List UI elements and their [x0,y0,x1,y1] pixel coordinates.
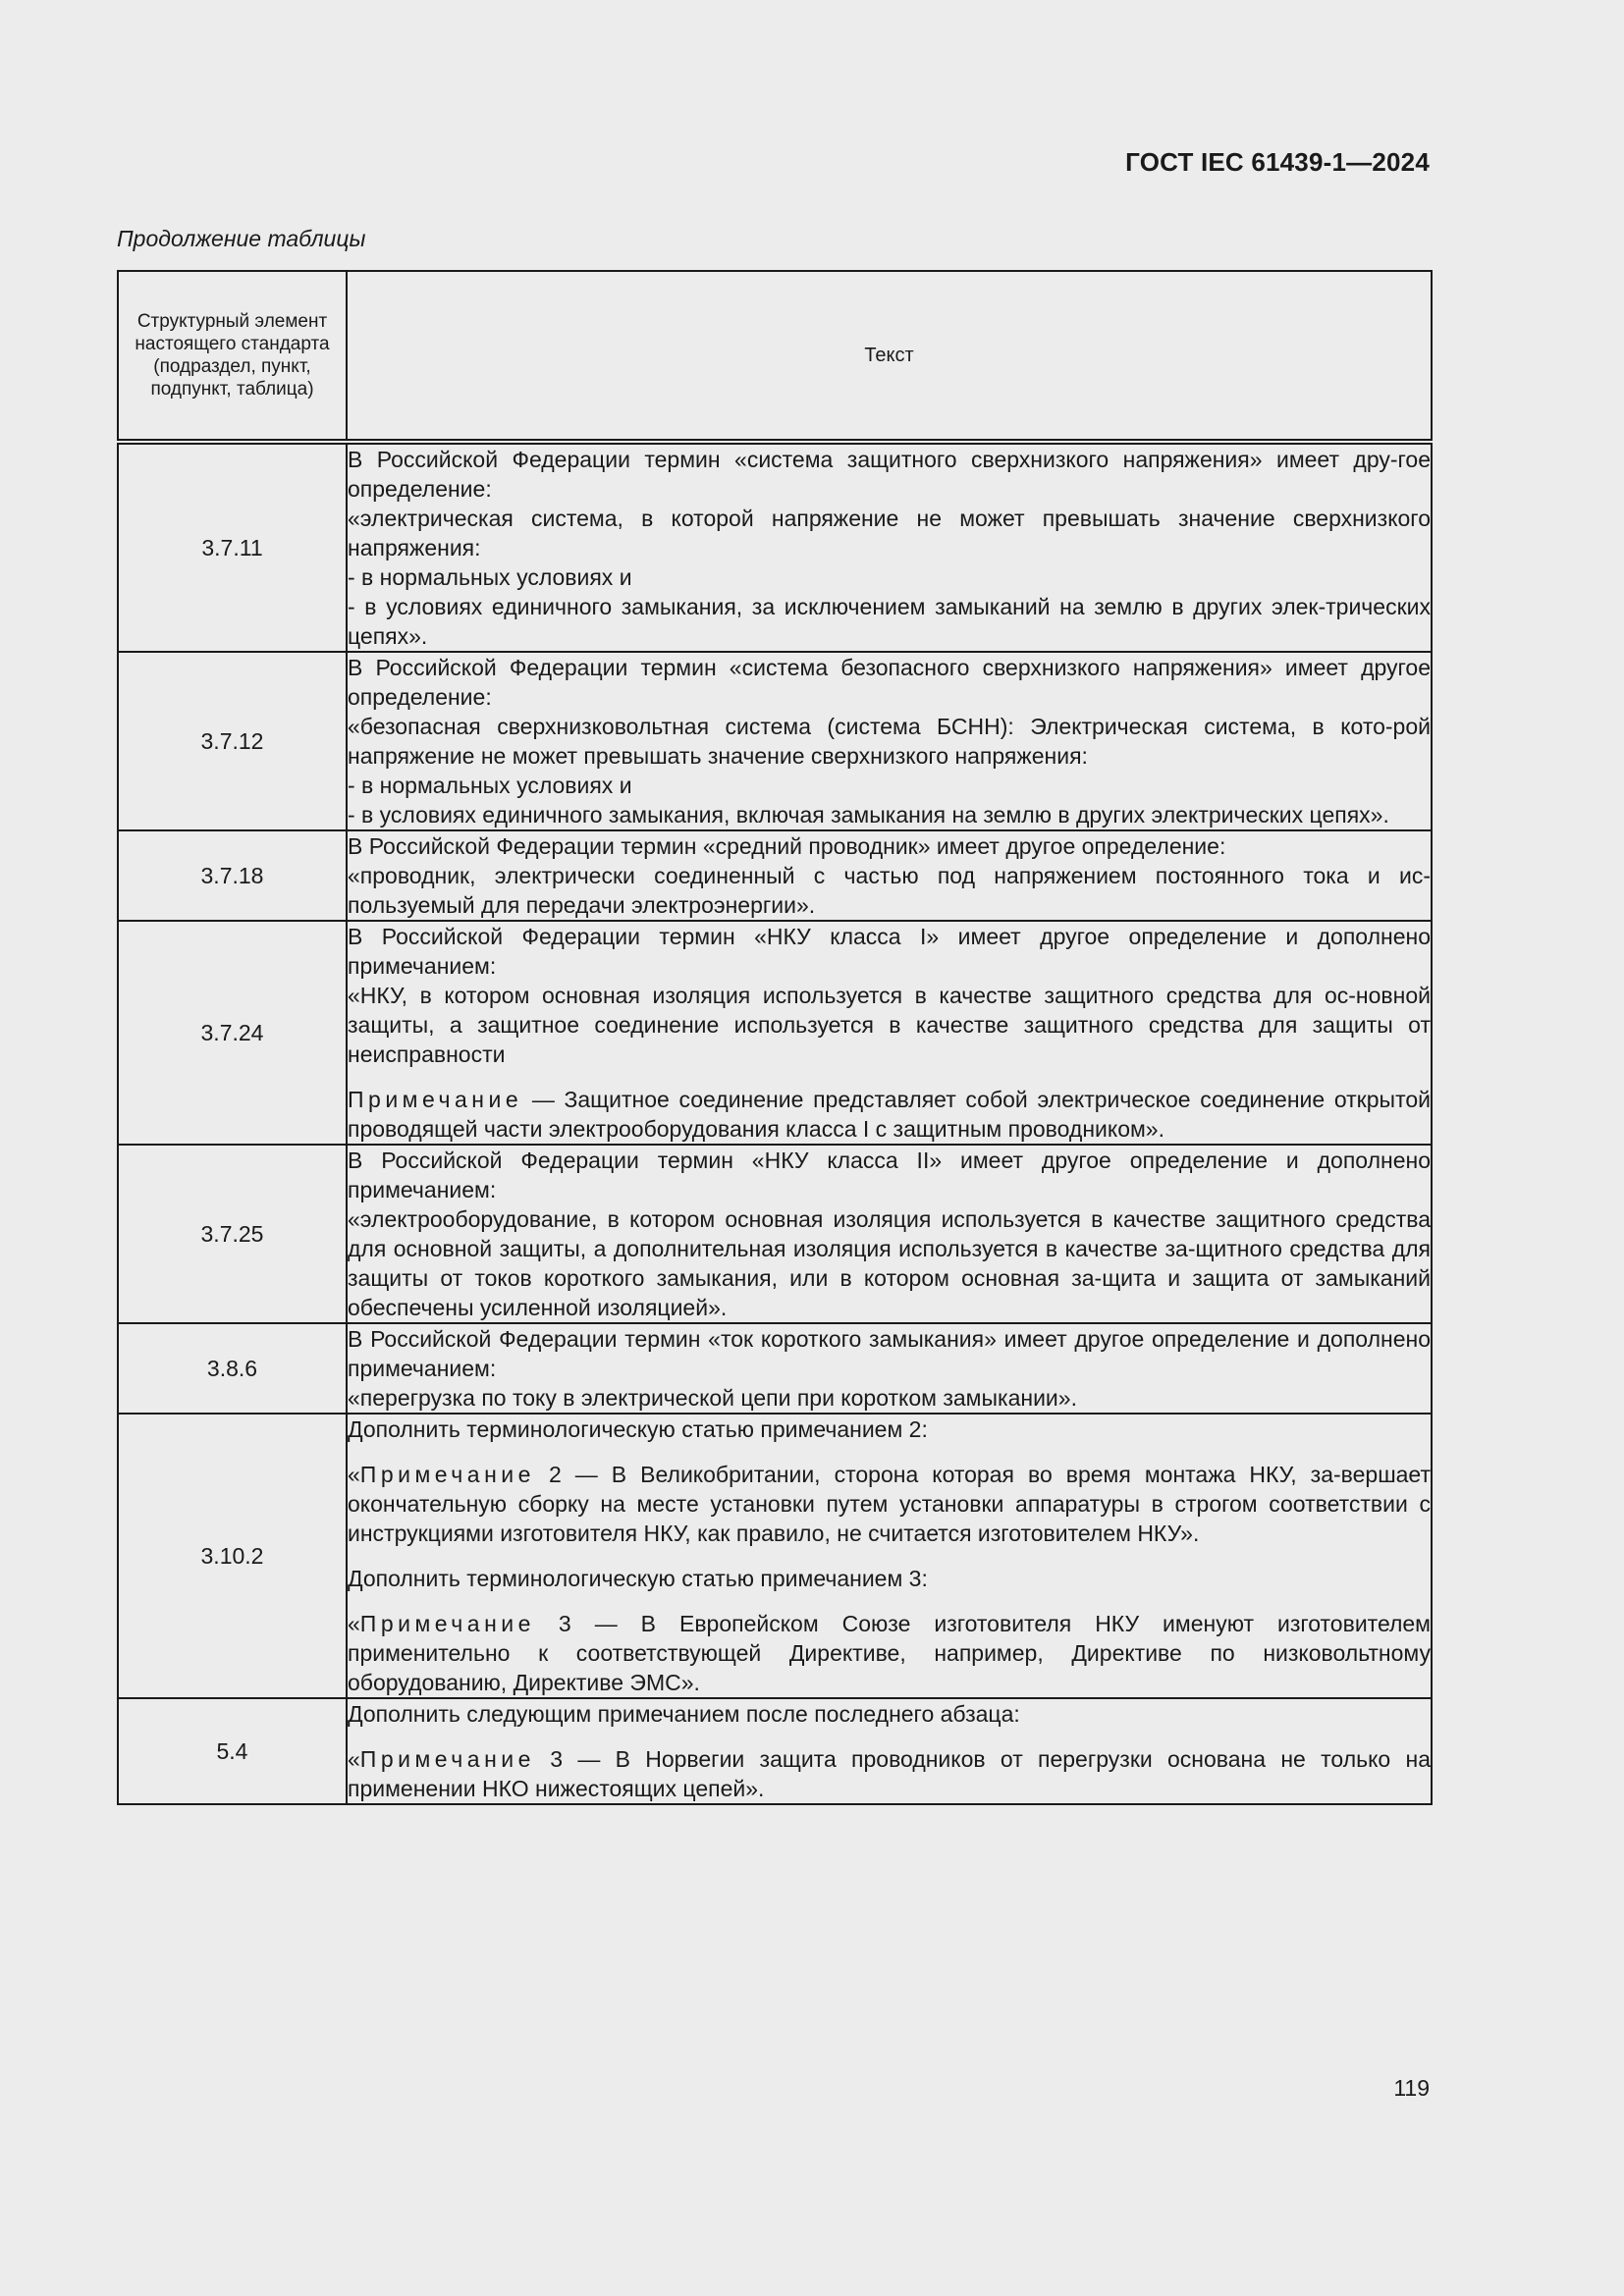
note-label: Примечание [359,1746,535,1772]
row-text [347,652,1432,830]
table-row [118,1414,1432,1698]
note-text: — Защитное соединение представляет собой электрическое соединение открытой проводящей части электрооборудования класса I с защитным проводником». [348,1087,1431,1142]
paragraph: В Российской Федерации термин «НКУ класса I» имеет другое определение и дополнено примечанием: [348,924,1431,979]
row-number: 3.7.24 [118,921,347,1145]
table-row [118,442,1432,652]
row-number: 3.8.6 [118,1323,347,1414]
list-item: - в нормальных условиях и [348,564,632,590]
row-text [347,1145,1432,1323]
note-paragraph [348,1085,1431,1144]
row-text [347,1698,1432,1804]
row-number: 3.10.2 [118,1414,347,1698]
note-open-quote: « [348,1611,360,1636]
row-text [347,1414,1432,1698]
row-number: 3.7.11 [118,442,347,652]
paragraph: «безопасная сверхнизковольтная система (система БСНН): Электрическая система, в кото-рой напряжение не может превышать значение сверхнизкого напряжения: [348,714,1431,769]
table-row [118,921,1432,1145]
paragraph: В Российской Федерации термин «система безопасного сверхнизкого напряжения» имеет другое определение: [348,655,1431,710]
note-open-quote: « [348,1746,360,1772]
list-item: - в условиях единичного замыкания, за исключением замыканий на землю в других элек-трических цепях». [348,594,1431,649]
table-row [118,652,1432,830]
table-row [118,1145,1432,1323]
paragraph: В Российской Федерации термин «НКУ класса II» имеет другое определение и дополнено примечанием: [348,1148,1431,1202]
note-text: 2 — В Великобритании, сторона которая во время монтажа НКУ, за-вершает окончательную сборку на месте установки путем установки аппаратуры в строгом соответствии с инструкциями изготовителя НКУ, как правило, не считается изготовителем НКУ». [348,1462,1431,1546]
paragraph: «проводник, электрически соединенный с частью под напряжением постоянного тока и ис-пользуемый для передачи электроэнергии». [348,863,1431,918]
paragraph: «электрооборудование, в котором основная изоляция используется в качестве защитного средства для основной защиты, а дополнительная изоляция используется в качестве за-щитного средства для защиты от токов короткого замыкания, или в котором основная за-щита и защита от замыканий обеспечены усиленной изоляцией». [348,1206,1431,1320]
row-number: 5.4 [118,1698,347,1804]
note-text: 3 — В Европейском Союзе изготовителя НКУ именуют изготовителем применительно к соответствующей Директиве, например, Директиве по низковольтному оборудованию, Директиве ЭМС». [348,1611,1431,1695]
page-number: 119 [1393,2075,1430,2101]
note-text: 3 — В Норвегии защита проводников от перегрузки основана не только на применении НКО нижестоящих цепей». [348,1746,1431,1801]
paragraph: «НКУ, в котором основная изоляция используется в качестве защитного средства для ос-новной защиты, а защитное соединение используется в качестве защитного средства для защиты от неисправности [348,983,1431,1067]
document-code: ГОСТ IEC 61439-1—2024 [1125,147,1430,177]
note-label: Примечание [348,1087,523,1112]
list-item: - в нормальных условиях и [348,773,632,798]
header-structural-element-label: Структурный элемент настоящего стандарта (подраздел, пункт, подпункт, таблица) [135,311,330,400]
paragraph: В Российской Федерации термин «система защитного сверхнизкого напряжения» имеет дру-гое определение: [348,447,1431,502]
row-text [347,921,1432,1145]
paragraph: Дополнить следующим примечанием после последнего абзаца: [348,1701,1020,1727]
note-paragraph [348,1460,1431,1548]
list-item: - в условиях единичного замыкания, включая замыкания на землю в других электрических цепях». [348,802,1389,828]
row-number: 3.7.18 [118,830,347,921]
note-label: Примечание [359,1611,535,1636]
row-number: 3.7.12 [118,652,347,830]
paragraph: «электрическая система, в которой напряжение не может превышать значение сверхнизкого напряжения: [348,506,1431,561]
header-text [347,271,1432,442]
header-text-label: Текст [864,344,914,366]
paragraph: В Российской Федерации термин «средний проводник» имеет другое определение: [348,833,1226,859]
row-text [347,830,1432,921]
amendments-table [117,270,1433,1805]
note-paragraph [348,1744,1431,1803]
table-row [118,1323,1432,1414]
paragraph: В Российской Федерации термин «ток короткого замыкания» имеет другое определение и дополнено примечанием: [348,1326,1431,1381]
header-structural-element [118,271,347,442]
note-label: Примечание [359,1462,535,1487]
paragraph: Дополнить терминологическую статью примечанием 3: [348,1566,928,1591]
paragraph: «перегрузка по току в электрической цепи при коротком замыкании». [348,1385,1077,1411]
note-open-quote: « [348,1462,360,1487]
table-continuation-label: Продолжение таблицы [117,226,366,251]
table-row [118,1698,1432,1804]
row-number: 3.7.25 [118,1145,347,1323]
table-row [118,830,1432,921]
row-text [347,1323,1432,1414]
table-header-row [118,271,1432,442]
note-paragraph [348,1609,1431,1697]
paragraph: Дополнить терминологическую статью примечанием 2: [348,1416,928,1442]
row-text [347,442,1432,652]
